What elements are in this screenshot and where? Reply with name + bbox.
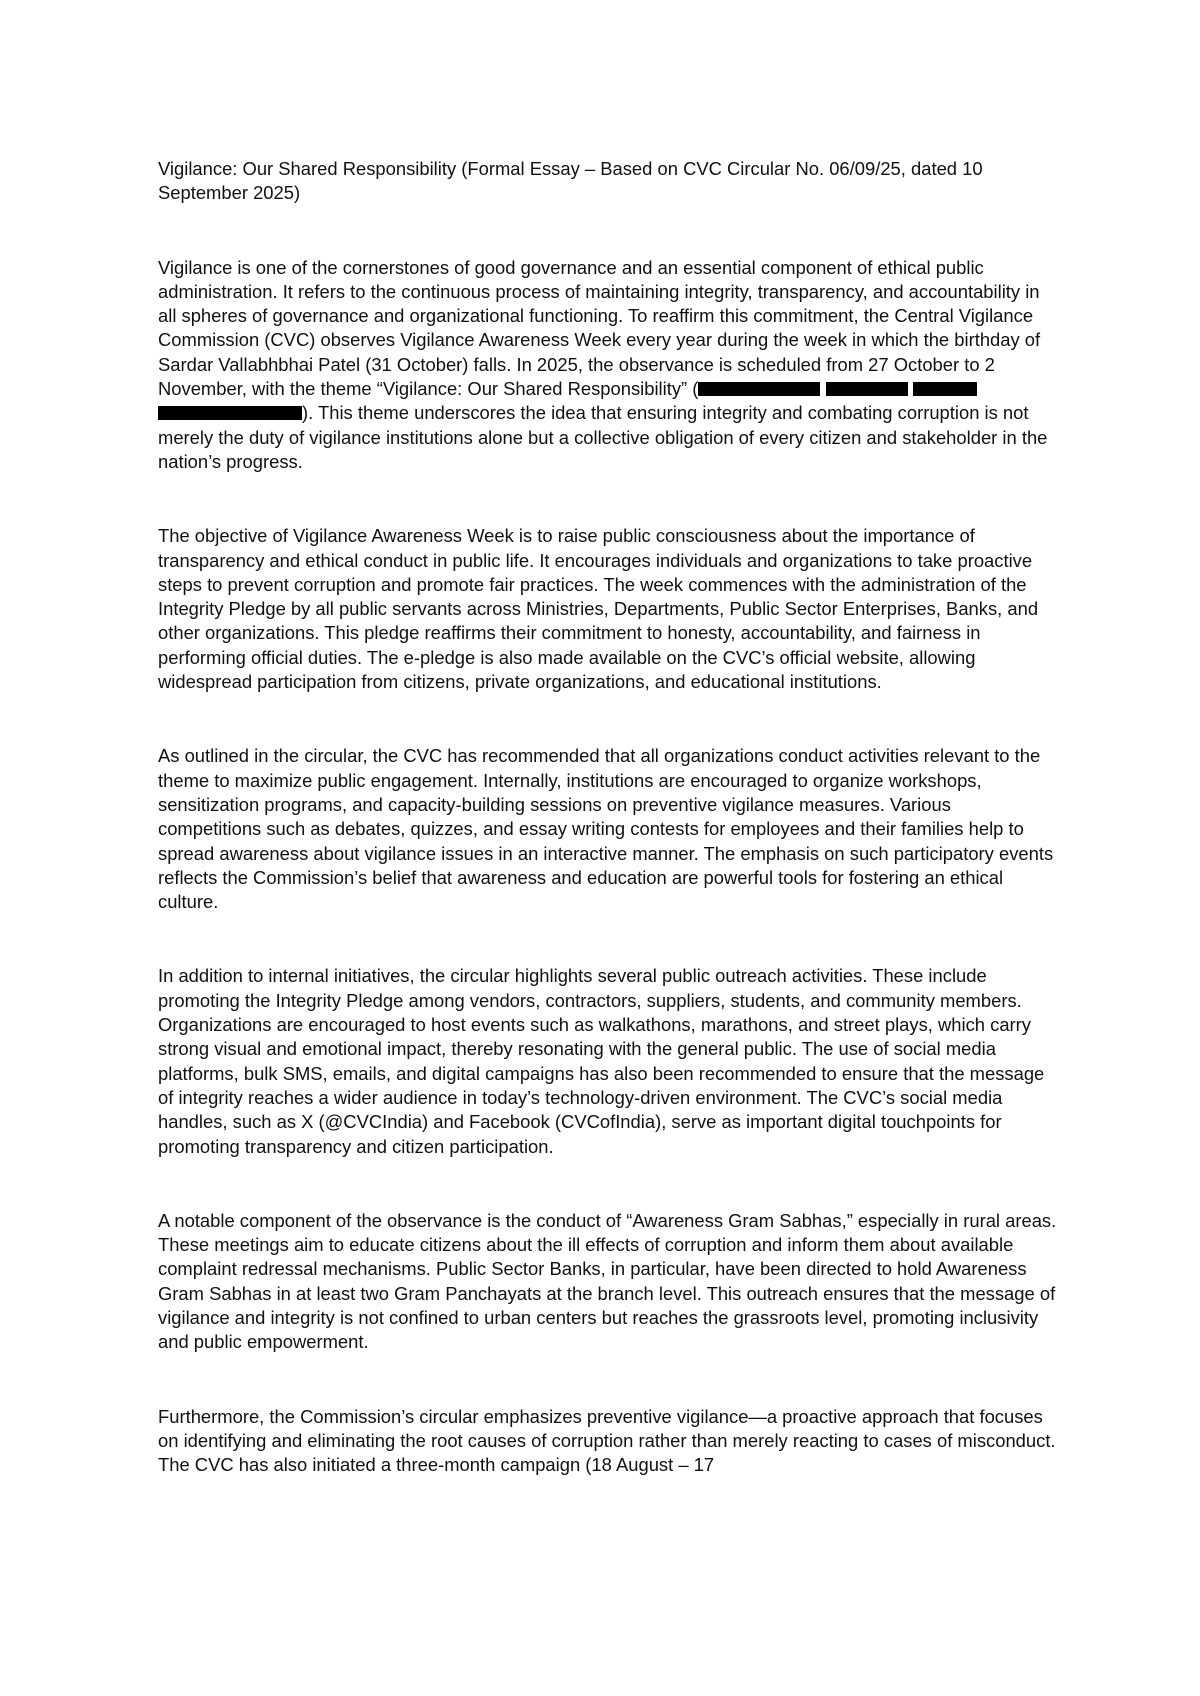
paragraph-1-text-after-redaction: ). This theme underscores the idea that ensuring integrity and combating corruption is not merely the duty of vigilance institutions alone but a collective obligation of every citizen and stakeholder in the nation’s progress. (158, 402, 1048, 472)
redaction-block-4 (158, 406, 302, 420)
paragraph-5: A notable component of the observance is the conduct of “Awareness Gram Sabhas,” especially in rural areas. These meetings aim to educate citizens about the ill effects of corruption and inform them about available complaint redressal mechanisms. Public Sector Banks, in particular, have been directed to hold Awareness Gram Sabhas in at least two Gram Panchayats at the branch level. This outreach ensures that the message of vigilance and integrity is not confined to urban centers but reaches the grassroots level, promoting inclusivity and public empowerment. (158, 1209, 1057, 1353)
paragraph-4: In addition to internal initiatives, the circular highlights several public outreach activities. These include promoting the Integrity Pledge among vendors, contractors, suppliers, students, and community members. Organizations are encouraged to host events such as walkathons, marathons, and street plays, which carry strong visual and emotional impact, thereby resonating with the general public. The use of social media platforms, bulk SMS, emails, and digital campaigns has also been recommended to ensure that the message of integrity reaches a wider audience in today’s technology-driven environment. The CVC’s social media handles, such as X (@CVCIndia) and Facebook (CVCofIndia), serve as important digital touchpoints for promoting transparency and citizen participation. (158, 965, 1045, 1157)
paragraph-1 (158, 256, 1058, 475)
redaction-block-2 (826, 382, 908, 396)
paragraph-6: Furthermore, the Commission’s circular emphasizes preventive vigilance—a proactive approach that focuses on identifying and eliminating the root causes of corruption rather than merely reacting to cases of misconduct. The CVC has also initiated a three-month campaign (18 August – 17 (158, 1405, 1056, 1476)
redaction-block-3 (913, 382, 977, 396)
redaction-block-1 (698, 382, 820, 396)
paragraph-1-text-before-redaction: Vigilance is one of the cornerstones of good governance and an essential component of ethical public administration. It refers to the continuous process of maintaining integrity, transparency, and accountability in all spheres of governance and organizational functioning. To reaffirm this commitment, the Central Vigilance Commission (CVC) observes Vigilance Awareness Week every year during the week in which the birthday of Sardar Vallabhbhai Patel (31 October) falls. In 2025, the observance is scheduled from 27 October to 2 November, with the theme “Vigilance: Our Shared Responsibility” ( (158, 256, 1041, 400)
paragraph-3: As outlined in the circular, the CVC has recommended that all organizations conduct activities relevant to the theme to maximize public engagement. Internally, institutions are encouraged to organize workshops, sensitization programs, and capacity-building sessions on preventive vigilance measures. Various competitions such as debates, quizzes, and essay writing contests for employees and their families help to spread awareness about vigilance issues in an interactive manner. The emphasis on such participatory events reflects the Commission’s belief that awareness and education are powerful tools for fostering an ethical culture. (158, 745, 1054, 913)
document-page (158, 157, 1058, 1477)
paragraph-2: The objective of Vigilance Awareness Week is to raise public consciousness about the importance of transparency and ethical conduct in public life. It encourages individuals and organizations to take proactive steps to prevent corruption and promote fair practices. The week commences with the administration of the Integrity Pledge by all public servants across Ministries, Departments, Public Sector Enterprises, Banks, and other organizations. This pledge reaffirms their commitment to honesty, accountability, and fairness in performing official duties. The e-pledge is also made available on the CVC’s official website, allowing widespread participation from citizens, private organizations, and educational institutions. (158, 525, 1039, 693)
essay-title: Vigilance: Our Shared Responsibility (Formal Essay – Based on CVC Circular No. 06/09/25, dated 10 September 2025) (158, 158, 983, 204)
